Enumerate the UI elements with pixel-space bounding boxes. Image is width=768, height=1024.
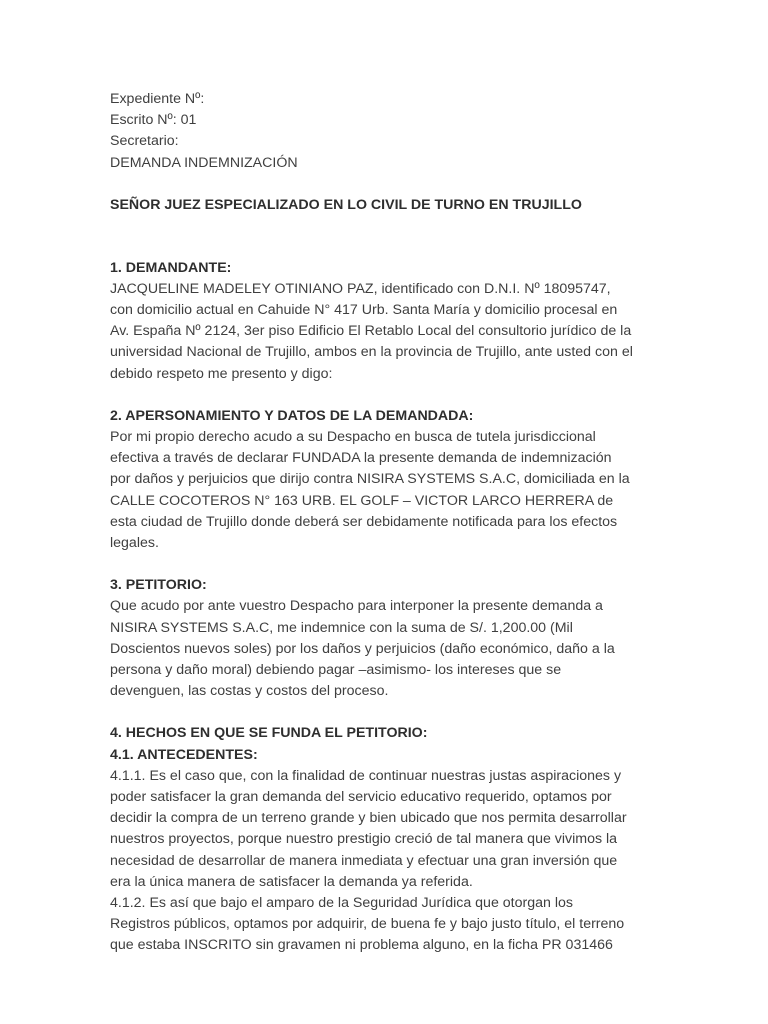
paragraph-line: 4.1.1. Es el caso que, con la finalidad de continuar nuestras justas aspiraciones y — [110, 767, 622, 784]
paragraph-line: por daños y perjuicios que dirijo contra NISIRA SYSTEMS S.A.C, domiciliada en la — [110, 471, 630, 488]
section-heading: 1. DEMANDANTE: — [110, 259, 232, 276]
section-heading: 2. APERSONAMIENTO Y DATOS DE LA DEMANDADA: — [110, 407, 474, 424]
paragraph-line: Registros públicos, optamos por adquirir, de buena fe y bajo justo título, el terreno — [110, 916, 625, 933]
paragraph-line: legales. — [110, 534, 159, 551]
paragraph-line: universidad Nacional de Trujillo, ambos en la provincia de Trujillo, ante usted con el — [110, 344, 633, 361]
paragraph-line: Av. España Nº 2124, 3er piso Edificio El Retablo Local del consultorio jurídico de la — [110, 323, 632, 340]
paragraph-line: CALLE COCOTEROS N° 163 URB. EL GOLF – VICTOR LARCO HERRERA de — [110, 492, 614, 509]
section-heading: 3. PETITORIO: — [110, 577, 207, 594]
paragraph-line: decidir la compra de un terreno grande y bien ubicado que nos permita desarrollar — [110, 810, 627, 827]
paragraph-line: nuestros proyectos, porque nuestro prestigio creció de tal manera que vivimos la — [110, 831, 618, 848]
paragraph-line: devenguen, las costas y costos del proceso. — [110, 683, 389, 700]
escrito-label: Escrito Nº: 01 — [110, 112, 197, 129]
paragraph-line: poder satisfacer la gran demanda del servicio educativo requerido, optamos por — [110, 788, 612, 805]
expediente-label: Expediente Nº: — [110, 91, 205, 107]
section-hechos — [110, 723, 668, 956]
document-type: DEMANDA INDEMNIZACIÓN — [110, 154, 298, 171]
subsection-heading: 4.1. ANTECEDENTES: — [110, 746, 258, 763]
paragraph-line: NISIRA SYSTEMS S.A.C, me indemnice con la suma de S/. 1,200.00 (Mil — [110, 619, 573, 636]
paragraph-line: esta ciudad de Trujillo donde deberá ser debidamente notificada para los efectos — [110, 513, 618, 530]
paragraph-line: efectiva a través de declarar FUNDADA la presente demanda de indemnización — [110, 450, 612, 467]
section-demandante — [110, 258, 668, 385]
paragraph-line: 4.1.2. Es así que bajo el amparo de la Seguridad Jurídica que otorgan los — [110, 895, 573, 911]
secretario-label: Secretario: — [110, 133, 179, 150]
case-header — [110, 89, 668, 174]
paragraph-line: JACQUELINE MADELEY OTINIANO PAZ, identificado con D.N.I. Nº 18095747, — [110, 280, 611, 297]
paragraph-line: Que acudo por ante vuestro Despacho para interponer la presente demanda a — [110, 598, 603, 615]
addressee: SEÑOR JUEZ ESPECIALIZADO EN LO CIVIL DE TURNO EN TRUJILLO — [110, 196, 582, 213]
paragraph-line: persona y daño moral) debiendo pagar –asimismo- los intereses que se — [110, 661, 562, 678]
paragraph-line: necesidad de desarrollar de manera inmediata y efectuar una gran inversión que — [110, 852, 618, 869]
paragraph-line: Doscientos nuevos soles) por los daños y perjuicios (daño económico, daño a la — [110, 640, 615, 657]
paragraph-line: debido respeto me presento y digo: — [110, 365, 333, 382]
section-apersonamiento — [110, 406, 668, 554]
paragraph-line: que estaba INSCRITO sin gravamen ni problema alguno, en la ficha PR 031466 — [110, 937, 613, 954]
paragraph-line: era la única manera de satisfacer la demanda ya referida. — [110, 873, 473, 890]
section-petitorio — [110, 575, 668, 702]
section-heading: 4. HECHOS EN QUE SE FUNDA EL PETITORIO: — [110, 725, 428, 742]
paragraph-line: Por mi propio derecho acudo a su Despacho en busca de tutela jurisdiccional — [110, 428, 596, 445]
paragraph-line: con domicilio actual en Cahuide N° 417 Urb. Santa María y domicilio procesal en — [110, 301, 618, 318]
